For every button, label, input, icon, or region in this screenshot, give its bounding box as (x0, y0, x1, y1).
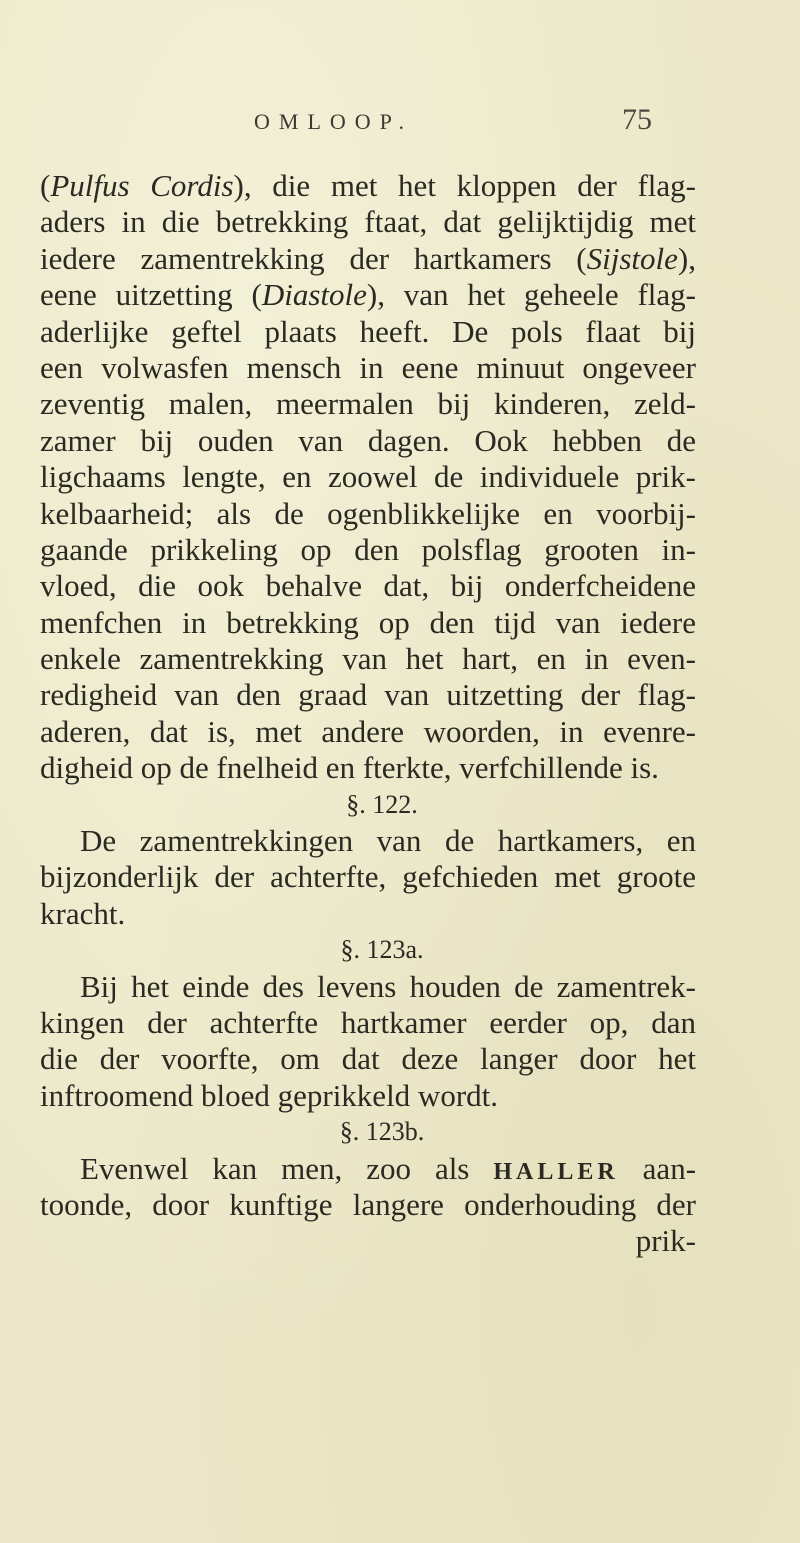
text-line: gaande prikkeling op den polsflag grooten in- (40, 531, 696, 567)
running-head: OMLOOP. (254, 109, 413, 134)
text-line: bijzonderlijk der achterfte, gefchieden met groote (40, 859, 696, 895)
text-line: vloed, die ook behalve dat, bij onderfcheidene (40, 568, 696, 604)
section-heading-122: §. 122. (346, 789, 418, 819)
text-line: Bij het einde des levens houden de zamentrek- (80, 968, 696, 1004)
text-line: enkele zamentrekking van het hart, en in even- (40, 641, 696, 677)
text-line: kracht. (40, 895, 126, 931)
text-line: aderlijke geftel plaats heeft. De pols flaat bij (40, 313, 696, 349)
author-name: HALLER (493, 1158, 619, 1185)
text-line: ligchaams lengte, en zoowel de individuele prik- (40, 459, 696, 495)
text-line: een volwasfen mensch in eene minuut ongeveer (40, 349, 696, 385)
text-line: die der voorfte, om dat deze langer door het (40, 1041, 696, 1077)
text-line: De zamentrekkingen van de hartkamers, en (80, 823, 696, 859)
body-text (40, 168, 696, 1260)
section-heading-123a: §. 123a. (340, 935, 424, 965)
text-line: redigheid van den graad van uitzetting der flag- (40, 677, 696, 713)
text-line: kelbaarheid; als de ogenblikkelijke en voorbij- (40, 495, 696, 531)
text-line: zeventig malen, meermalen bij kinderen, zeld- (40, 386, 696, 422)
text-line: eene uitzetting (Diastole), van het geheele flag- (40, 277, 696, 313)
text-line: kingen der achterfte hartkamer eerder op, dan (40, 1004, 696, 1040)
text-line: zamer bij ouden van dagen. Ook hebben de (40, 422, 696, 458)
text-line: menfchen in betrekking op den tijd van iedere (40, 604, 696, 640)
text-line: aderen, dat is, met andere woorden, in evenre- (40, 713, 696, 749)
page-number: 75 (622, 103, 652, 136)
page-header (0, 105, 800, 145)
text-line: (Pulfus Cordis), die met het kloppen der flag- (40, 168, 696, 203)
text-line: inftroomend bloed geprikkeld wordt. (40, 1077, 499, 1113)
text-line: Evenwel kan men, zoo als HALLER aan- (80, 1150, 697, 1186)
section-heading-123b: §. 123b. (339, 1117, 425, 1147)
text-line: digheid op de fnelheid en fterkte, verfchillende is. (40, 750, 659, 786)
text-line: aders in die betrekking ftaat, dat gelijktijdig met (40, 204, 696, 240)
catchword: prik- (635, 1223, 696, 1259)
text-line: iedere zamentrekking der hartkamers (Sijstole), (40, 240, 696, 276)
text-line: toonde, door kunftige langere onderhouding der (40, 1186, 696, 1222)
